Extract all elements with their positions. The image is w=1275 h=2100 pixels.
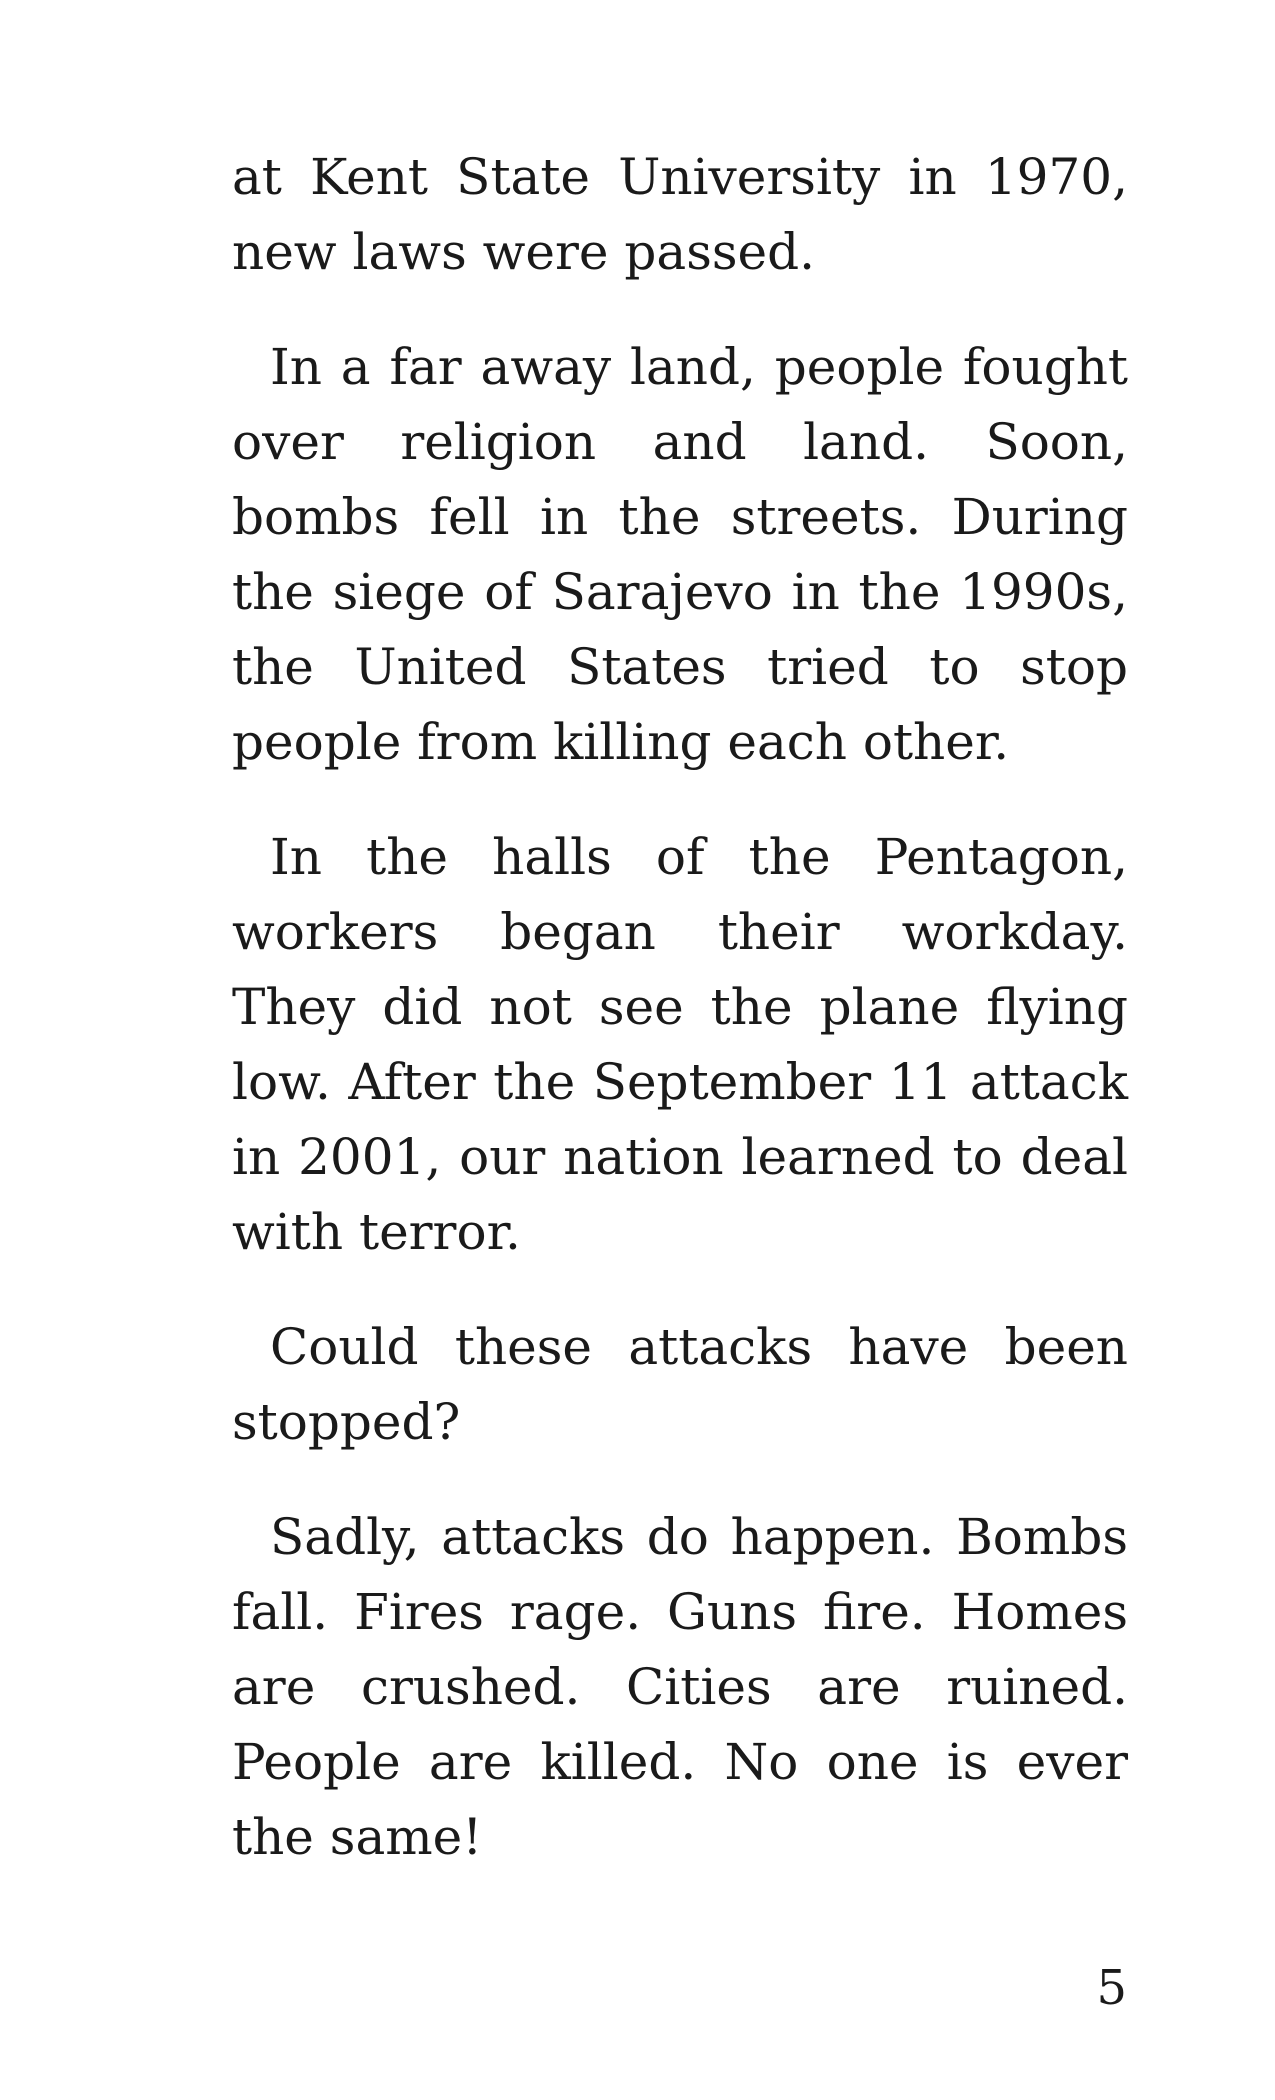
page-body — [232, 140, 1128, 1915]
paragraph-sarajevo: In a far away land, people fought over religion and land. Soon, bombs fell in the streets. During the siege of Sarajevo in the 1990s, the United States tried to stop people from killing each other. — [232, 338, 1128, 771]
page-number: 5 — [1096, 1960, 1127, 2016]
paragraph-kent-state: at Kent State University in 1970, new laws were passed. — [232, 148, 1128, 281]
paragraph-pentagon: In the halls of the Pentagon, workers began their workday. They did not see the plane flying low. After the September 11 attack in 2001, our nation learned to deal with terror. — [232, 828, 1128, 1261]
paragraph-conclusion: Sadly, attacks do happen. Bombs fall. Fires rage. Guns fire. Homes are crushed. Cities are ruined. People are killed. No one is ever the same! — [232, 1508, 1128, 1866]
paragraph-question: Could these attacks have been stopped? — [232, 1318, 1128, 1451]
